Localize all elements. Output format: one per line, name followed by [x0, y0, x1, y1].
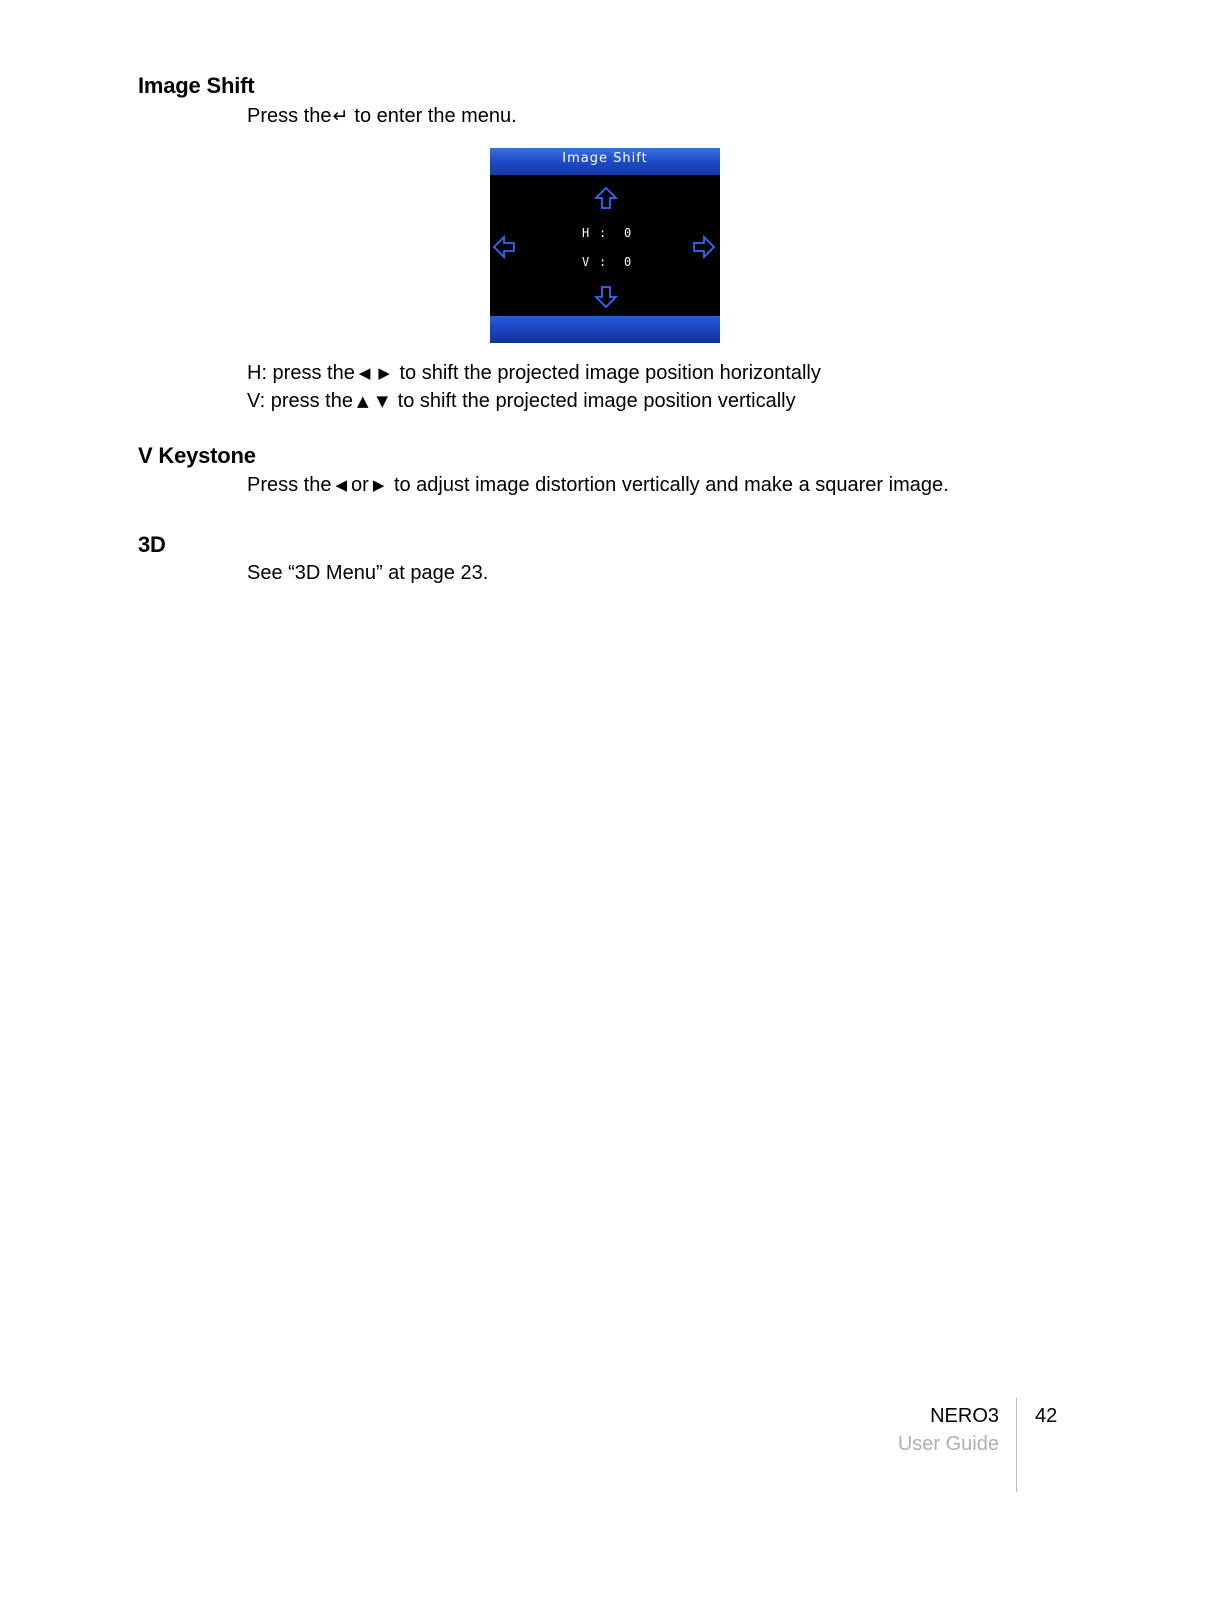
left-triangle-icon: ◀	[358, 364, 371, 382]
up-triangle-icon: ▲	[356, 392, 369, 410]
osd-bottom-bar	[490, 316, 720, 343]
h-suffix: to shift the projected image position horizontally	[399, 362, 821, 384]
footer-product-name: NERO3	[930, 1405, 999, 1427]
osd-h-value: 0	[624, 226, 632, 240]
intro-text-before: Press the	[247, 105, 332, 127]
v-keystone-instruction	[247, 474, 949, 497]
image-shift-osd-menu	[490, 148, 720, 343]
section-heading-v-keystone: V Keystone	[138, 443, 256, 468]
footer-subtitle: User Guide	[897, 1433, 999, 1455]
footer-page-number: 42	[1035, 1405, 1058, 1427]
keystone-or: or	[351, 474, 369, 496]
right-triangle-icon: ▶	[378, 364, 390, 382]
v-suffix: to shift the projected image position vertically	[397, 390, 796, 412]
osd-h-separator: :	[599, 226, 607, 240]
enter-key-icon: ↵	[332, 105, 349, 127]
osd-v-label: V	[582, 255, 590, 269]
osd-v-value: 0	[624, 255, 632, 269]
image-shift-intro	[247, 105, 517, 128]
three-d-reference: See “3D Menu” at page 23.	[247, 562, 489, 584]
arrow-up-icon	[594, 186, 618, 210]
image-shift-v-instruction	[247, 390, 796, 413]
osd-title: Image Shift	[562, 151, 648, 166]
down-triangle-icon: ▼	[376, 392, 389, 410]
footer-divider	[1016, 1398, 1017, 1492]
image-shift-h-instruction	[247, 362, 821, 385]
arrow-left-icon	[492, 235, 516, 259]
right-triangle-icon: ▶	[372, 476, 385, 494]
osd-v-separator: :	[599, 255, 607, 269]
arrow-right-icon	[692, 235, 716, 259]
keystone-prefix: Press the	[247, 474, 332, 496]
v-prefix: V: press the	[247, 390, 353, 412]
keystone-suffix: to adjust image distortion vertically and make a squarer image.	[393, 474, 949, 496]
left-triangle-icon: ◀	[335, 476, 348, 494]
intro-text-after: to enter the menu.	[354, 105, 517, 127]
h-prefix: H: press the	[247, 362, 355, 384]
section-heading-image-shift: Image Shift	[138, 73, 255, 98]
osd-h-label: H	[582, 226, 590, 240]
section-heading-3d: 3D	[138, 532, 166, 557]
arrow-down-icon	[594, 285, 618, 309]
